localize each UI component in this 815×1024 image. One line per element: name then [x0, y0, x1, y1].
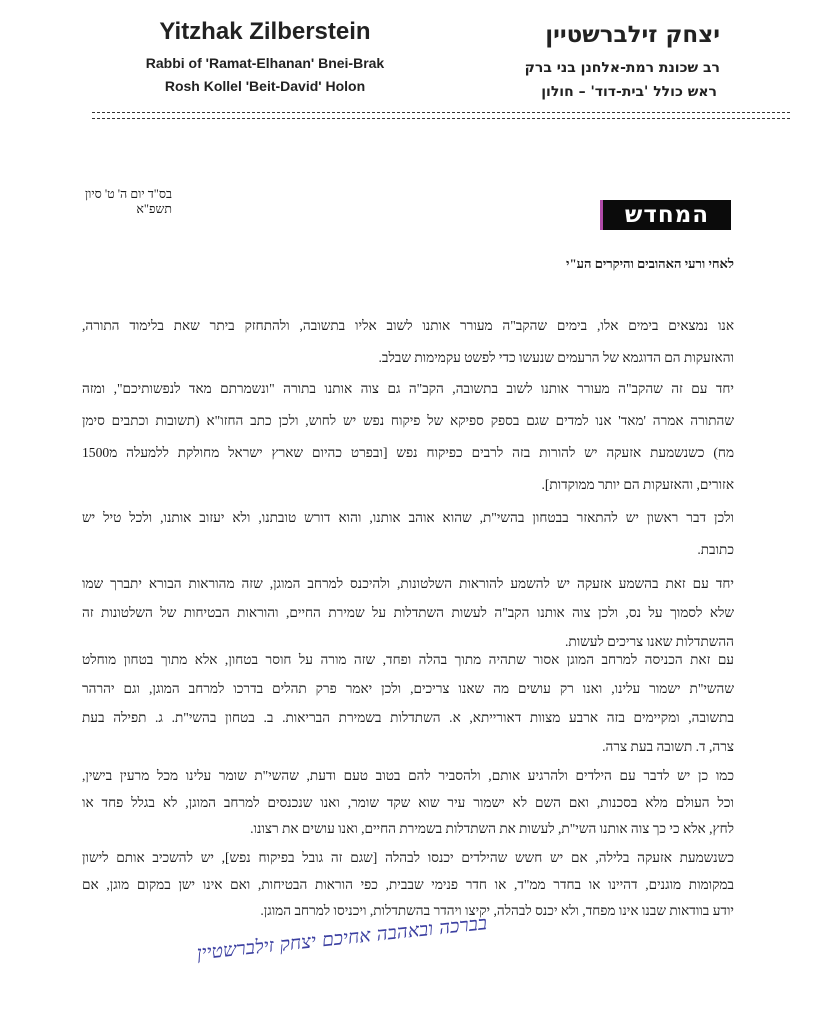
text-line: יחד עם זה שהקב"ה מעורר אותנו לשוב בתשובה, הקב"ה גם צוה אותנו בתורה "ונשמרתם מאד לנפשותיכם", ומזה: [82, 381, 734, 396]
text-line: צרה, ד. תשובה בעת צרה.: [602, 739, 734, 754]
letterhead-title2-en: Rosh Kollel 'Beit-David' Holon: [164, 78, 366, 94]
text-line: והאזעקות הם הדוגמא של הרעמים שנעשו כדי לפשט עקמימות שבלב.: [378, 350, 734, 365]
text-line: שהתורה אמרה 'מאד' אנו למדים שגם בספק ספיקא של פיקוח נפש יש לחוש, ולכן כתב החזו"א (תשובות וכתבים סימן: [82, 413, 734, 428]
hamechadesh-logo: המחדש: [600, 200, 731, 230]
text-line: כמו כן יש לדבר עם הילדים ולהרגיע אותם, ולהסביר להם בטוב טעם ודעת, שהשי"ת שומר עלינו מכל מרעין בישין,: [82, 768, 734, 783]
text-line: עם זאת הכניסה למרחב המוגן אסור שתהיה מתוך בהלה ופחד, שזה מורה על חוסר בטחון, אלא מתוך בטחון מוחלט: [82, 652, 734, 667]
text-line: שהשי"ת ישמור עלינו, ואנו רק עושים מה שאנו צריכים, ולכן יאמר פרק תהלים בדרכו למרחב המוגן, וגם יהרהר: [82, 681, 734, 696]
text-line: יודע בוודאות שבנו אינו מפחד, ולא יכנס לבהלה, יקיצו ויהדר בהשתדלות, ויכניסו למרחב המוגן.: [260, 903, 734, 918]
text-line: ולכן דבר ראשון יש להתאזר בבטחון בהשי"ת, שהוא אוהב אותנו, והוא דורש טובתנו, ולא יעזוב אותנו, ולכל טיל יש: [82, 510, 734, 525]
text-line: לחץ, אלא כי כך צוה אותנו השי"ת, לעשות את השתדלות בשמירת החיים, ואנו עושים את רצונו.: [250, 821, 734, 836]
text-line: בתשובה, ומקיימים בזה ארבע מצוות דאורייתא, א. השתדלות בשמירת הבריאות. ב. בטחון בהשי"ת. ג. תפילה בעת: [82, 710, 734, 725]
letterhead-name-en: Yitzhak Zilberstein: [159, 18, 371, 45]
text-line: ההשתדלות שאנו צריכים לעשות.: [565, 634, 734, 649]
text-line: אנו נמצאים בימים אלו, בימים שהקב"ה מעורר אותנו לשוב אליו בתשובה, ולהתחזק ביתר שאת בלימוד התורה,: [82, 318, 734, 333]
paragraph-4: [82, 569, 734, 656]
paragraph-5: [82, 645, 734, 761]
header-divider: [92, 112, 790, 119]
letterhead-title2-he: ראש כולל 'בית-דוד' – חולון: [541, 84, 717, 100]
paragraph-1: [82, 310, 734, 374]
letter-date: בס"ד יום ה' ט' סיון תשפ"א: [84, 187, 172, 216]
text-line: כשנשמעת אזעקה בלילה, אם יש חשש שהילדים יכנסו לבהלה [שגם זה גובל בפיקוח נפש], יש להשכיב אותם לישון: [82, 850, 734, 865]
letterhead-title1-en: Rabbi of 'Ramat-Elhanan' Bnei-Brak: [145, 55, 385, 71]
text-line: אזורים, והאזעקות הם יותר ממוקדות].: [541, 477, 734, 492]
text-line: מח) כשנשמעת אזעקה יש להורות בזה לרבים כפיקוח נפש [ובפרט כהיום שארץ ישראל מחולקת ללמעלה מ1500: [82, 445, 734, 460]
text-line: כתובת.: [697, 542, 734, 557]
paragraph-3: [82, 502, 734, 566]
text-line: יחד עם זאת בהשמע אזעקה יש להשמע להוראות השלטונות, ולהיכנס למרחב המוגן, שזה מהוראות הבורא יתברך שמו: [82, 576, 734, 591]
handwritten-signature: בברכה ובאהבה אחיכם יצחק זילברשטיין: [195, 912, 488, 965]
letter-greeting: לאחי ורעי האהובים והיקרים הע"י: [566, 256, 734, 271]
letterhead-name-he: יצחק זילברשטיין: [545, 22, 720, 48]
paragraph-6: [82, 763, 734, 843]
text-line: וכל העולם מלא בסכנות, ואם השם לא ישמור עיר שוא שקד שומר, ואנו שנכנסים למרחב המוגן, לא בגלל פחד או: [82, 794, 734, 810]
paragraph-7: [82, 845, 734, 925]
text-line: שלא לסמוך על נס, ולכן צוה אותנו הקב"ה לעשות השתדלות על שמירת החיים, והוראות הבטיחות של השלטונות זה: [82, 605, 734, 620]
letterhead-title1-he: רב שכונת רמת-אלחנן בני ברק: [524, 60, 720, 76]
text-line: במקומות מוגנים, דהיינו או בחדר ממ"ד, או חדר פנימי שבבית, כפי הוראות הבטיחות, ואם אינו ישן במקום מוגן, אם: [82, 876, 734, 892]
paragraph-2: [82, 373, 734, 501]
